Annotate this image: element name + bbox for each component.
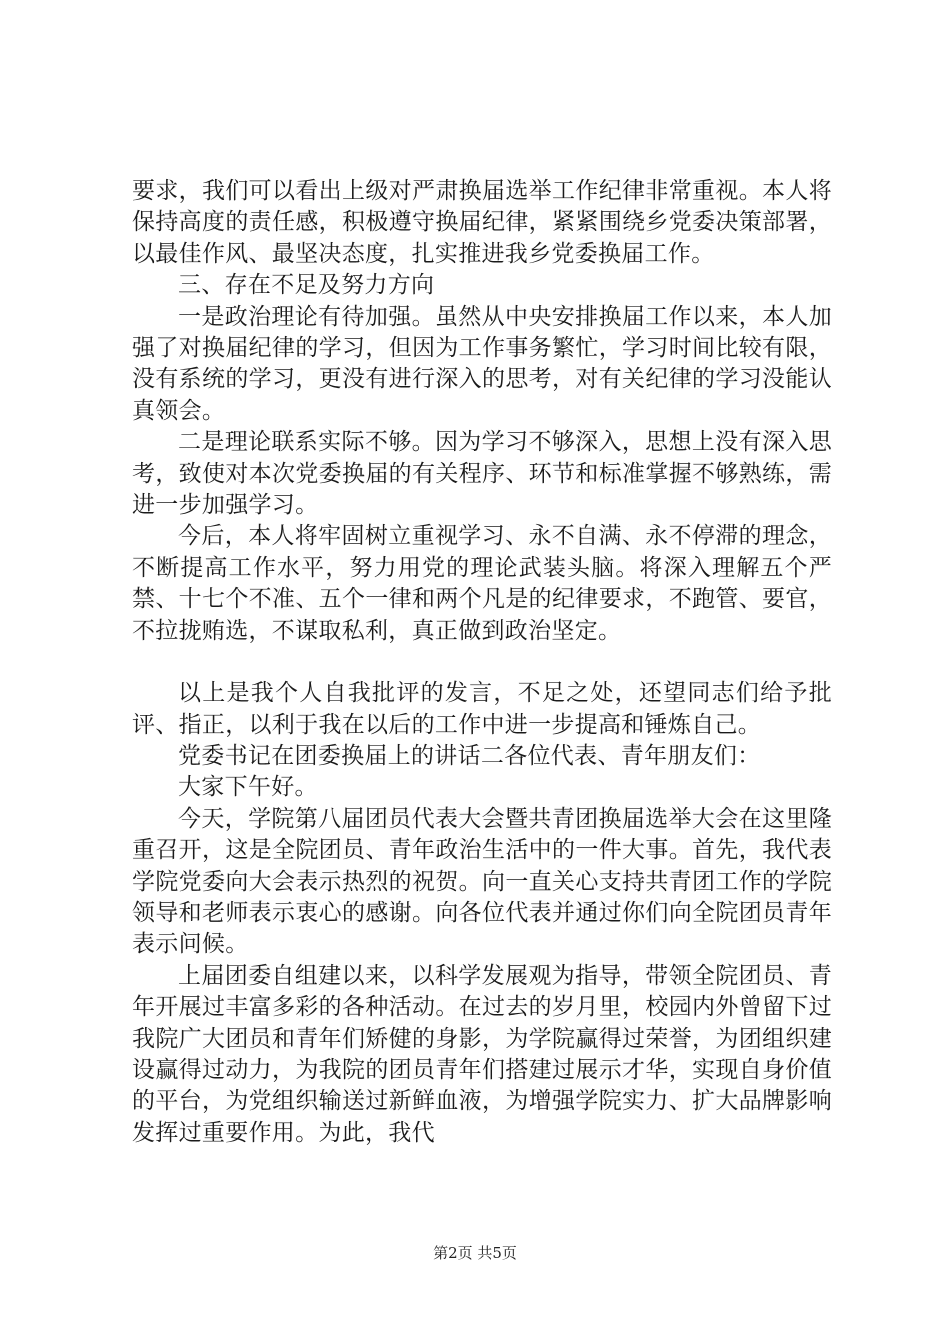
document-body xyxy=(132,176,832,1149)
greeting: 大家下午好。 xyxy=(178,774,318,801)
paragraph-9: 今天，学院第八届团员代表大会暨共青团换届选举大会在这里隆重召开，这是全院团员、青年政治生活中的一件大事。首先，我代表学院党委向大会表示热烈的祝贺。向一直关心支持共青团工作的学院领导和老师表示衷心的感谢。向各位代表并通过你们向全院团员青年表示问候。 xyxy=(132,805,832,958)
paragraph-10: 上届团委自组建以来，以科学发展观为指导，带领全院团员、青年开展过丰富多彩的各种活动。在过去的岁月里，校园内外曾留下过我院广大团员和青年们矫健的身影，为学院赢得过荣誉，为团组织建设赢得过动力，为我院的团员青年们搭建过展示才华，实现自身价值的平台，为党组织输送过新鲜血液，为增强学院实力、扩大品牌影响发挥过重要作用。为此，我代 xyxy=(132,962,832,1146)
paragraph-4: 二是理论联系实际不够。因为学习不够深入，思想上没有深入思考，致使对本次党委换届的有关程序、环节和标准掌握不够熟练，需进一步加强学习。 xyxy=(132,429,832,519)
page-number-footer: 第2页 共5页 xyxy=(433,1244,517,1262)
paragraph-1: 要求，我们可以看出上级对严肃换届选举工作纪律非常重视。本人将保持高度的责任感，积极遵守换届纪律，紧紧围绕乡党委决策部署，以最佳作风、最坚决态度，扎实推进我乡党委换届工作。 xyxy=(132,178,832,267)
paragraph-6: 以上是我个人自我批评的发言，不足之处，还望同志们给予批评、指正，以利于我在以后的工作中进一步提高和锤炼自己。 xyxy=(132,680,832,738)
paragraph-5: 今后，本人将牢固树立重视学习、永不自满、永不停滞的理念，不断提高工作水平，努力用党的理论武装头脑。将深入理解五个严禁、十七个不准、五个一律和两个凡是的纪律要求，不跑管、要官，不拉拢贿选，不谋取私利，真正做到政治坚定。 xyxy=(132,523,832,644)
paragraph-gap xyxy=(132,647,832,678)
paragraph-3: 一是政治理论有待加强。虽然从中央安排换届工作以来，本人加强了对换届纪律的学习，但因为工作事务繁忙，学习时间比较有限，没有系统的学习，更没有进行深入的思考，对有关纪律的学习没能认真领会。 xyxy=(132,303,832,424)
speech-title: 党委书记在团委换届上的讲话二各位代表、青年朋友们： xyxy=(178,742,761,769)
section-heading: 三、存在不足及努力方向 xyxy=(178,272,435,299)
